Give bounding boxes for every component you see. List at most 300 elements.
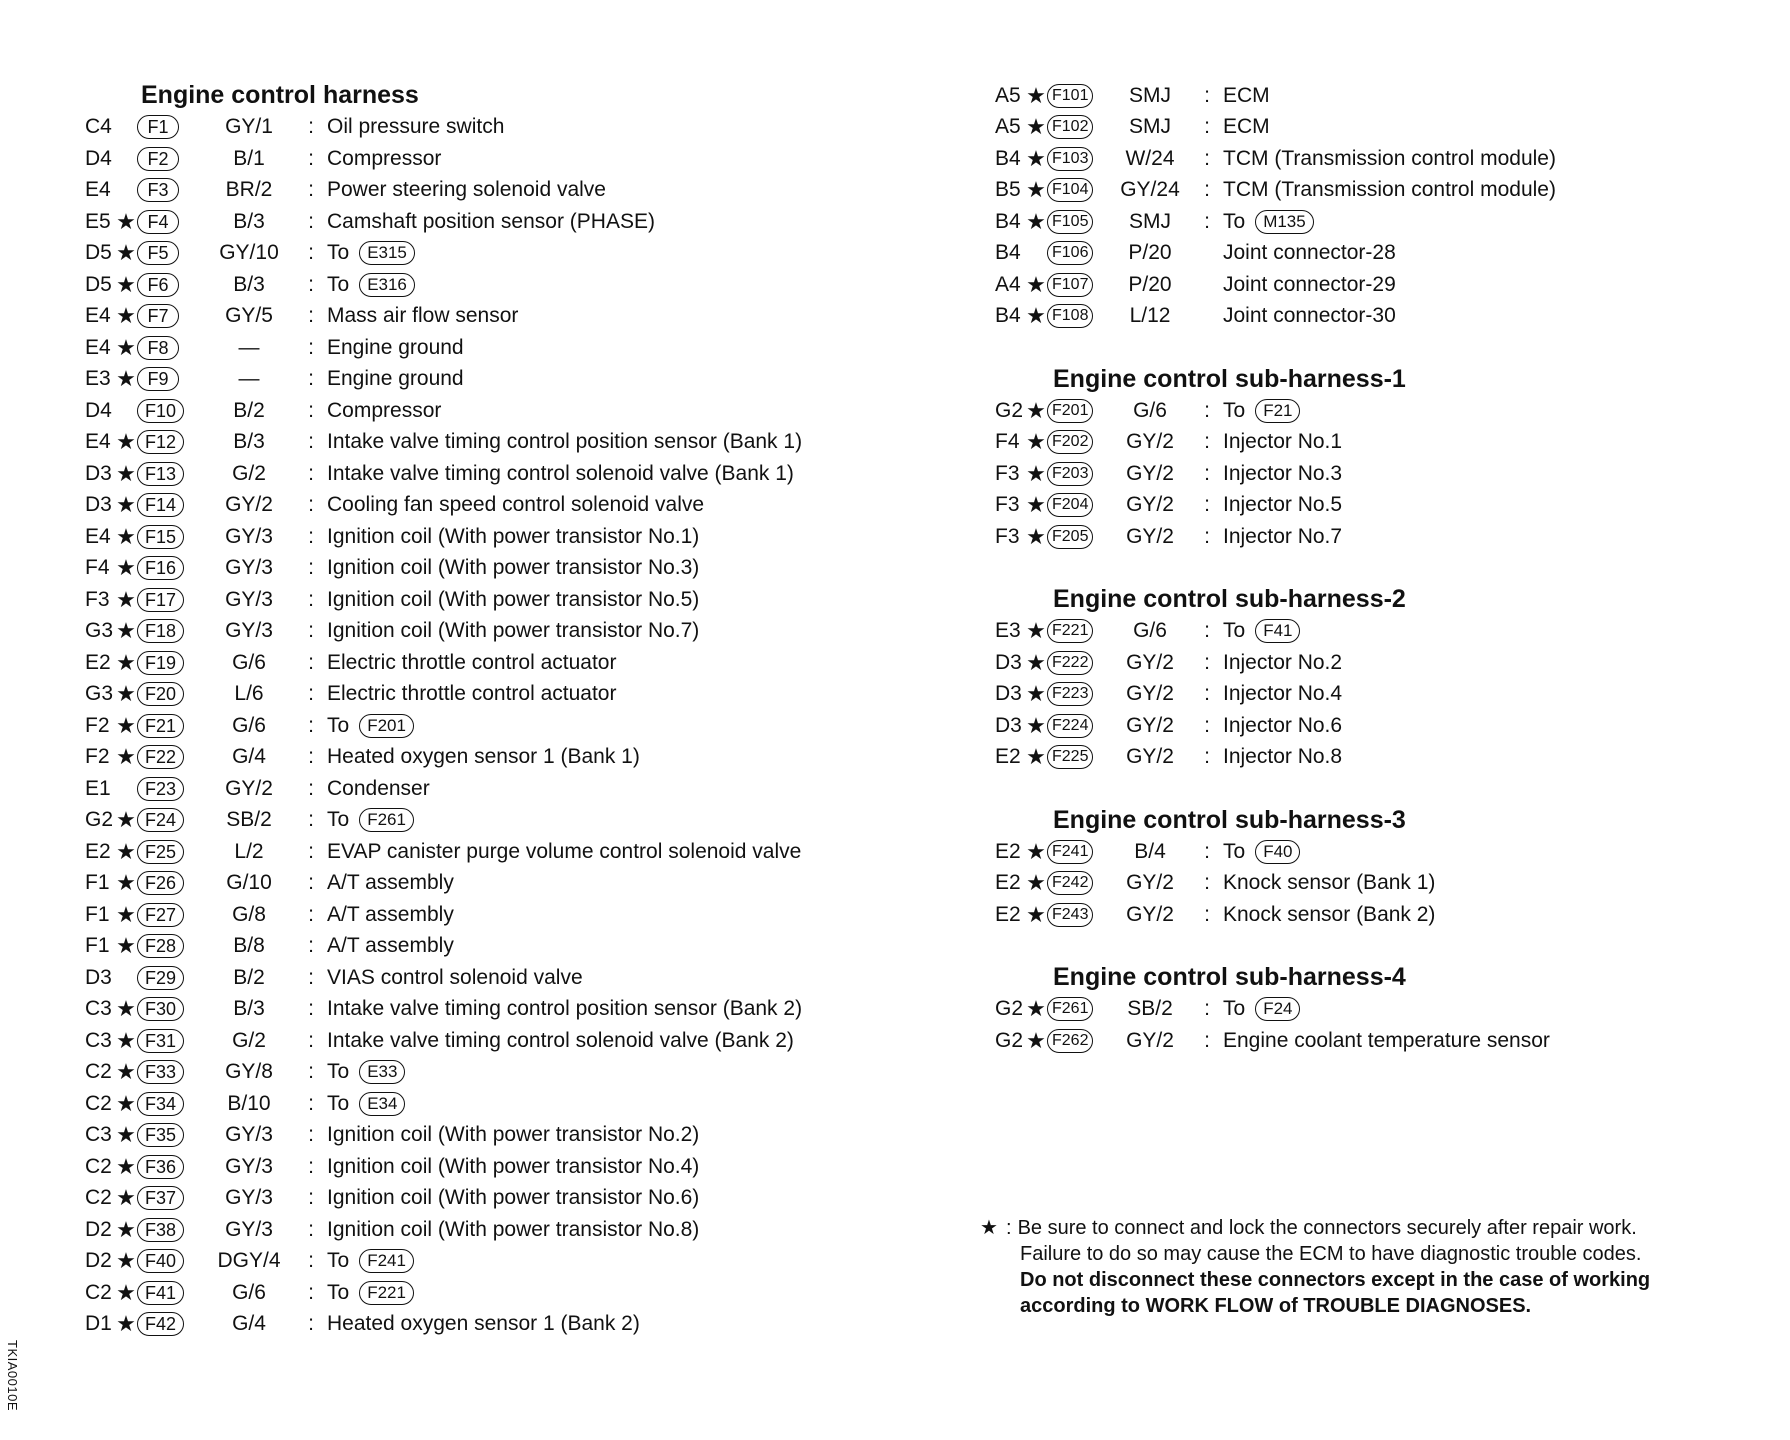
description-cell [323,871,454,895]
grid-location: G2 [85,808,114,832]
separator: : [308,1217,314,1241]
connector-number: F22 [137,745,184,769]
separator: : [1204,682,1210,706]
description-cell [323,147,441,171]
reference-connector: E34 [359,1092,405,1116]
description-cell [323,1092,405,1116]
star-icon: ★ [1026,838,1046,864]
connector-list-sub-harness-3 [995,836,1775,931]
separator: : [308,650,314,674]
wire-spec: G/6 [1133,398,1167,422]
wire-spec: GY/2 [1126,682,1174,706]
star-icon: ★ [116,586,136,612]
wire-spec: GY/1 [225,115,273,139]
grid-location: F1 [85,934,110,958]
connector-number: F13 [137,462,184,486]
description-cell [323,430,802,454]
separator: : [308,461,314,485]
connector-row [85,1277,965,1309]
connector-cell [1047,1029,1105,1053]
connector-cell [137,1218,199,1242]
star-icon: ★ [116,1059,136,1085]
grid-location: E4 [85,524,111,548]
star-icon: ★ [116,334,136,360]
reference-connector: M135 [1255,210,1314,234]
grid-location: D1 [85,1312,112,1336]
description-text: Ignition coil (With power transistor No.5) [327,587,700,611]
description-text: Ignition coil (With power transistor No.8) [327,1217,700,1241]
connector-row [995,395,1775,427]
grid-location: C4 [85,115,112,139]
connector-number: F204 [1047,493,1093,517]
separator: : [1204,713,1210,737]
description-cell [323,997,802,1021]
wire-spec: SMJ [1129,115,1171,139]
wire-spec: GY/2 [1126,524,1174,548]
reference-connector: E33 [359,1060,405,1084]
description-cell [323,682,616,706]
connector-cell [137,619,199,643]
connector-cell [1047,273,1105,297]
connector-number: F15 [137,525,184,549]
star-icon: ★ [116,1311,136,1337]
description-cell [1219,1029,1550,1053]
connector-number: F24 [137,808,184,832]
description-cell [323,210,655,234]
connector-number: F41 [137,1281,184,1305]
connector-row [995,206,1775,238]
connector-row [85,962,965,994]
reference-connector: F40 [1255,840,1300,864]
description-text: VIAS control solenoid valve [327,965,583,989]
wire-spec: GY/3 [225,1186,273,1210]
grid-location: D5 [85,241,112,265]
grid-location: E1 [85,776,111,800]
connector-row [995,175,1775,207]
section-title-engine-control-harness: Engine control harness [141,81,419,109]
description-text: To [327,241,350,265]
separator: : [1204,871,1210,895]
grid-location: D3 [995,650,1022,674]
connector-row [85,899,965,931]
separator: : [308,1060,314,1084]
description-cell [1219,210,1314,234]
description-cell [323,651,616,675]
separator: : [1204,902,1210,926]
grid-location: C2 [85,1154,112,1178]
connector-cell [137,1249,199,1273]
description-text: To [1223,997,1246,1021]
connector-number: F222 [1047,651,1093,675]
star-icon: ★ [116,1122,136,1148]
description-cell [1219,651,1342,675]
wire-spec: G/6 [232,713,266,737]
connector-number: F19 [137,651,184,675]
star-icon: ★ [1026,114,1046,140]
description-cell [323,1155,699,1179]
description-cell [323,241,415,265]
star-icon: ★ [116,901,136,927]
separator: : [308,304,314,328]
connector-number: F23 [137,777,184,801]
star-icon: ★ [116,523,136,549]
description-text: Heated oxygen sensor 1 (Bank 1) [327,745,640,769]
star-icon: ★ [1026,177,1046,203]
description-text: Intake valve timing control solenoid valve (Bank 2) [327,1028,794,1052]
connector-cell [1047,84,1105,108]
wire-spec: SMJ [1129,83,1171,107]
grid-location: D5 [85,272,112,296]
star-icon: ★ [116,429,136,455]
separator: : [308,902,314,926]
separator: : [1204,997,1210,1021]
wire-spec: GY/3 [225,587,273,611]
connector-cell [1047,430,1105,454]
connector-number: F225 [1047,745,1093,769]
connector-cell [1047,493,1105,517]
description-cell [323,556,699,580]
wire-spec: GY/2 [1126,430,1174,454]
star-icon: ★ [1026,492,1046,518]
separator: : [1204,1028,1210,1052]
description-text: Power steering solenoid valve [327,178,606,202]
connector-row [85,112,965,144]
separator: : [308,1154,314,1178]
connector-row [995,427,1775,459]
connector-number: F36 [137,1155,184,1179]
wire-spec: SB/2 [226,808,272,832]
separator: : [1204,178,1210,202]
connector-cell [1047,525,1105,549]
star-icon: ★ [116,1090,136,1116]
star-icon: ★ [116,240,136,266]
grid-location: E2 [995,871,1021,895]
grid-location: F2 [85,713,110,737]
wire-spec: G/6 [232,1280,266,1304]
description-cell [323,1123,699,1147]
grid-location: F3 [995,461,1020,485]
grid-location: F3 [995,524,1020,548]
note-line-2: Failure to do so may cause the ECM to have diagnostic trouble codes. [1020,1243,1642,1265]
connector-number: F105 [1047,210,1093,234]
description-text: To [1223,209,1246,233]
wire-spec: B/4 [1134,839,1166,863]
connector-row [995,143,1775,175]
wire-spec: B/3 [233,209,265,233]
wire-spec: G/6 [232,650,266,674]
wire-spec: GY/2 [1126,493,1174,517]
connector-cell [137,1155,199,1179]
separator: : [308,272,314,296]
description-text: Engine coolant temperature sensor [1223,1028,1550,1052]
description-cell [1219,619,1300,643]
wire-spec: P/20 [1128,241,1172,265]
grid-location: D3 [85,461,112,485]
separator: : [308,524,314,548]
connector-number: F10 [137,399,184,423]
connector-row [85,269,965,301]
description-text: Intake valve timing control position sensor (Bank 1) [327,430,803,454]
connector-row [85,931,965,963]
description-cell [323,1218,699,1242]
section-title-sub-harness-3: Engine control sub-harness-3 [1053,805,1406,834]
connector-cell [137,241,199,265]
wire-spec: DGY/4 [217,1249,281,1273]
description-cell [323,588,699,612]
star-icon: ★ [1026,681,1046,707]
reference-connector: E315 [359,241,415,265]
connector-cell [137,1281,199,1305]
connector-list-sub-harness-1 [995,395,1775,553]
separator: : [308,1249,314,1273]
grid-location: C2 [85,1091,112,1115]
separator: : [308,1028,314,1052]
separator: : [1204,745,1210,769]
connector-number: F1 [137,115,179,139]
description-cell [1219,682,1342,706]
wire-spec: GY/3 [225,1123,273,1147]
grid-location: F3 [85,587,110,611]
reference-connector: F24 [1255,997,1300,1021]
connector-number: F6 [137,273,179,297]
connector-row [995,868,1775,900]
wire-spec: GY/3 [225,524,273,548]
connector-cell [137,367,199,391]
star-icon: ★ [116,1153,136,1179]
description-text: Injector No.6 [1223,713,1343,737]
section-title-sub-harness-2: Engine control sub-harness-2 [1053,585,1406,613]
separator: : [1204,619,1210,643]
separator: : [308,146,314,170]
description-cell [323,493,704,517]
connector-row [85,175,965,207]
description-text: Oil pressure switch [327,115,505,139]
connector-number: F37 [137,1186,184,1210]
connector-number: F7 [137,304,179,328]
connector-number: F8 [137,336,179,360]
connector-cell [137,525,199,549]
description-cell [323,273,415,297]
connector-row [85,364,965,396]
description-cell [1219,147,1556,171]
connector-cell [137,556,199,580]
connector-cell [137,210,199,234]
figure-code: TKIA0010E [5,1340,20,1411]
connector-row [85,1246,965,1278]
star-icon: ★ [116,1248,136,1274]
separator: : [308,682,314,706]
note-line-1: Be sure to connect and lock the connectors securely after repair work. [1017,1217,1637,1239]
separator: : [308,430,314,454]
separator: : [1204,461,1210,485]
connector-row [85,1183,965,1215]
star-icon: ★ [1026,744,1046,770]
description-text: Injector No.8 [1223,745,1343,769]
connector-number: F243 [1047,903,1093,927]
separator: : [1204,839,1210,863]
connector-row [995,112,1775,144]
description-cell [1219,430,1342,454]
connector-row [85,584,965,616]
connector-number: F4 [137,210,179,234]
grid-location: E4 [85,178,111,202]
star-icon: ★ [116,208,136,234]
connector-cell [1047,651,1105,675]
separator: : [1204,209,1210,233]
connector-row [995,616,1775,648]
connector-cell [137,147,199,171]
reference-connector: F201 [359,714,414,738]
wire-spec: GY/2 [1126,871,1174,895]
description-text: Compressor [327,398,442,422]
connector-number: F30 [137,997,184,1021]
separator: : [308,587,314,611]
description-text: Ignition coil (With power transistor No.1) [327,524,700,548]
separator: : [308,808,314,832]
separator: : [1204,146,1210,170]
star-icon: ★ [116,303,136,329]
connector-row [85,710,965,742]
description-text: To [1223,839,1246,863]
wire-spec: GY/2 [1126,902,1174,926]
description-text: Cooling fan speed control solenoid valve [327,493,705,517]
connector-number: F202 [1047,430,1093,454]
connector-cell [137,399,199,423]
connector-cell [137,997,199,1021]
description-text: Injector No.2 [1223,650,1343,674]
separator: : [1204,524,1210,548]
connector-number: F12 [137,430,184,454]
wire-spec: B/2 [233,965,265,989]
connector-cell [137,871,199,895]
wire-spec: GY/3 [225,619,273,643]
description-text: Mass air flow sensor [327,304,519,328]
star-icon: ★ [116,744,136,770]
separator: : [1204,430,1210,454]
star-icon: ★ [1026,460,1046,486]
connector-row [85,206,965,238]
description-text: Engine ground [327,335,464,359]
wire-spec: GY/3 [225,1154,273,1178]
connector-list-sub-harness-2 [995,616,1775,774]
separator: : [308,745,314,769]
separator: : [308,997,314,1021]
star-icon: ★ [116,460,136,486]
description-text: A/T assembly [327,902,454,926]
grid-location: F2 [85,745,110,769]
description-text: To [1223,619,1246,643]
description-cell [323,336,464,360]
description-cell [1219,399,1300,423]
separator: : [308,776,314,800]
connector-number: F103 [1047,147,1093,171]
connector-row [85,301,965,333]
connector-cell [137,1186,199,1210]
grid-location: G2 [995,398,1024,422]
wire-spec: G/8 [232,902,266,926]
connector-cell [137,178,199,202]
wire-spec: SMJ [1129,209,1171,233]
reference-connector: F41 [1255,619,1300,643]
description-cell [323,745,640,769]
star-icon: ★ [116,1216,136,1242]
grid-location: D3 [85,965,112,989]
description-text: Injector No.7 [1223,524,1343,548]
wire-spec: P/20 [1128,272,1172,296]
separator: : [1204,115,1210,139]
grid-location: G3 [85,619,114,643]
connector-number: F262 [1047,1029,1093,1053]
grid-location: E2 [995,902,1021,926]
description-text: Knock sensor (Bank 2) [1223,902,1436,926]
star-icon: ★ [116,870,136,896]
description-cell [323,115,504,139]
star-icon: ★ [1026,649,1046,675]
description-cell [323,525,699,549]
connector-cell [137,745,199,769]
connector-cell [1047,399,1105,423]
separator: : [308,713,314,737]
connector-row [85,868,965,900]
connector-row [85,1214,965,1246]
description-cell [323,1029,794,1053]
connector-cell [1047,619,1105,643]
star-icon: ★ [116,996,136,1022]
star-icon: ★ [980,1217,998,1239]
grid-location: D3 [995,682,1022,706]
connector-number: F31 [137,1029,184,1053]
description-text: Ignition coil (With power transistor No.3) [327,556,700,580]
star-icon: ★ [116,1185,136,1211]
connector-cell [137,682,199,706]
grid-location: E2 [85,650,111,674]
connector-cell [1047,714,1105,738]
wire-spec: BR/2 [225,178,273,202]
separator: : [308,367,314,391]
description-text: EVAP canister purge volume control solenoid valve [327,839,802,863]
star-icon: ★ [1026,145,1046,171]
grid-location: A5 [995,83,1021,107]
description-text: Electric throttle control actuator [327,650,617,674]
separator: : [308,178,314,202]
connector-row [995,710,1775,742]
grid-location: C3 [85,997,112,1021]
star-icon: ★ [1026,870,1046,896]
wire-spec: B/2 [233,398,265,422]
connector-row [85,1025,965,1057]
connector-cell [137,115,199,139]
connector-cell [137,903,199,927]
connector-number: F205 [1047,525,1093,549]
connector-row [85,805,965,837]
connector-number: F34 [137,1092,184,1116]
connector-cell [1047,304,1105,328]
connector-list-engine-control-harness [85,112,965,1341]
connector-number: F35 [137,1123,184,1147]
separator: : [308,934,314,958]
connector-number: F42 [137,1312,184,1336]
star-icon: ★ [1026,901,1046,927]
connector-row [85,458,965,490]
reference-connector: F21 [1255,399,1300,423]
connector-cell [137,966,199,990]
connector-row [85,679,965,711]
connector-cell [137,588,199,612]
left-column [85,80,965,1340]
connector-cell [137,714,199,738]
wire-spec: B/1 [233,146,265,170]
wire-spec: GY/2 [225,493,273,517]
